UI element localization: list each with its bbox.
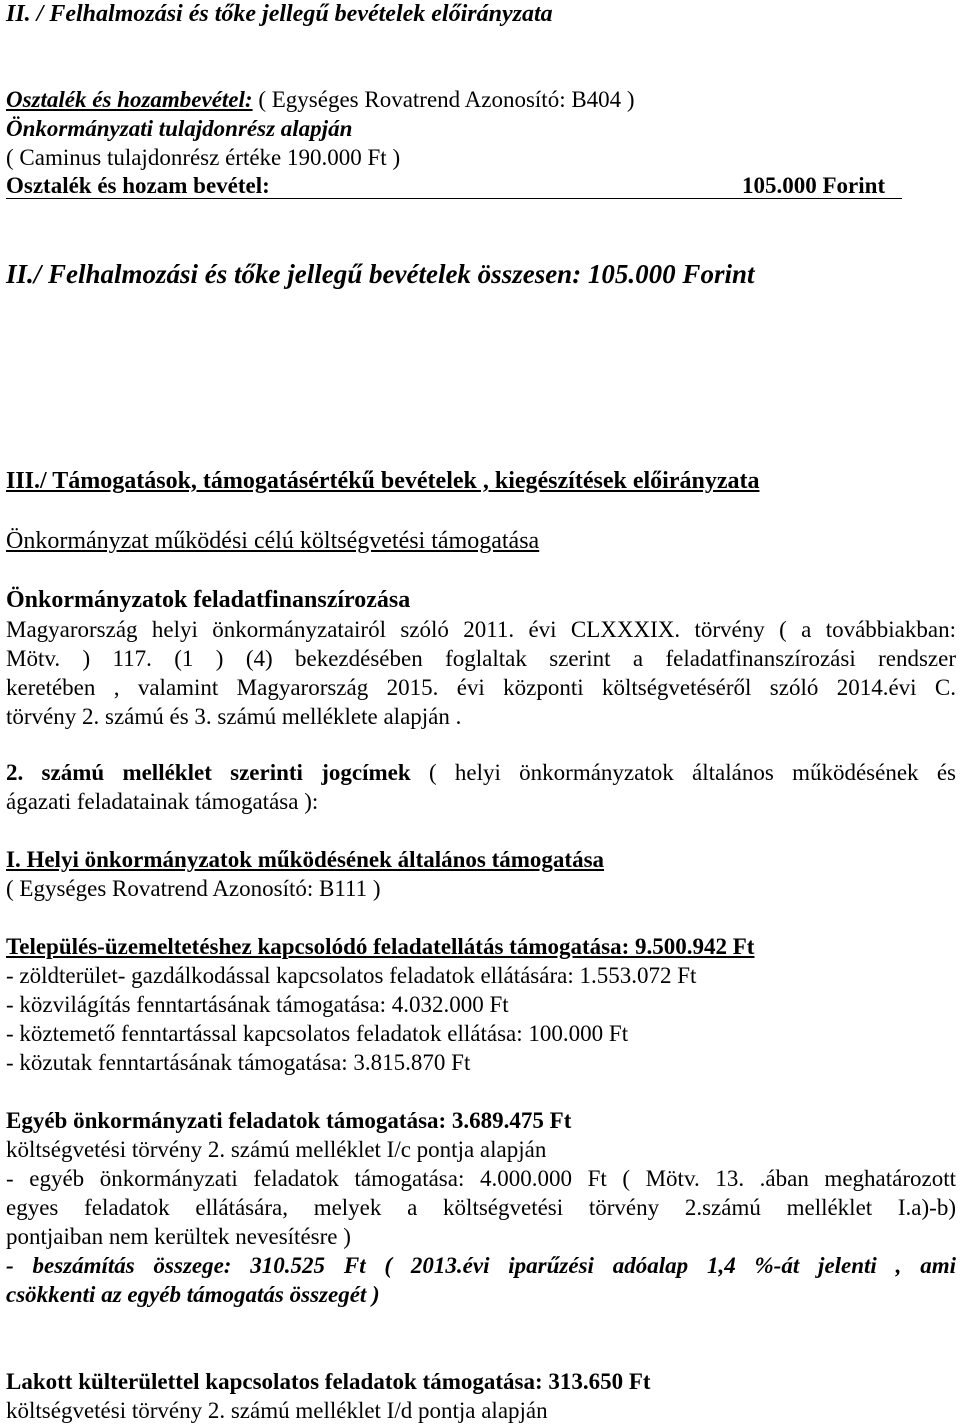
annex-line-1	[6, 759, 956, 787]
income-underline	[6, 198, 902, 199]
financing-heading: Önkormányzatok feladatfinanszírozása	[6, 587, 411, 613]
settlement-title: Település-üzemeltetéshez kapcsolódó feladatellátás támogatása: 9.500.942 Ft	[6, 934, 755, 959]
settlement-item: - köztemető fenntartással kapcsolatos feladatok ellátása: 100.000 Ft	[6, 1021, 629, 1046]
settlement-item: - közutak fenntartásának támogatása: 3.815.870 Ft	[6, 1050, 471, 1075]
residential-title: Lakott külterülettel kapcsolatos feladatok támogatása: 313.650 Ft	[6, 1369, 651, 1394]
income-label: Osztalék és hozam bevétel:	[6, 173, 270, 198]
other-item-line-1: - egyéb önkormányzati feladatok támogatása: 4.000.000 Ft ( Mötv. 13. .ában meghatározott	[6, 1166, 956, 1191]
annex-bold: 2. számú melléklet szerinti jogcímek	[6, 760, 411, 785]
paragraph-line-2: Mötv. ) 117. (1 ) (4) bekezdésében foglaltak szerint a feladatfinanszírozási rendszer	[6, 646, 956, 671]
deduction-line-1: - beszámítás összege: 310.525 Ft ( 2013.évi iparűzési adóalap 1,4 %-át jelenti , ami	[6, 1253, 956, 1278]
paragraph-line-1: Magyarország helyi önkormányzatairól szóló 2011. évi CLXXXIX. törvény ( a továbbiakban:	[6, 617, 956, 642]
income-amount: 105.000 Forint	[742, 173, 886, 198]
dividend-rovat: ( Egységes Rovatrend Azonosító: B404 )	[252, 87, 635, 112]
paragraph-line-3: keretében , valamint Magyarország 2015. évi központi költségvetéséről szóló 2014.évi C.	[6, 675, 956, 700]
other-item-line-3: pontjaiban nem kerültek nevesítésre )	[6, 1224, 351, 1249]
ownership-basis: Önkormányzati tulajdonrész alapján	[6, 116, 353, 141]
paragraph-line-4: törvény 2. számú és 3. számú melléklete alapján .	[6, 704, 462, 729]
annex-line-2: ágazati feladatainak támogatása ):	[6, 789, 319, 814]
residential-basis: költségvetési törvény 2. számú melléklet I/d pontja alapján	[6, 1398, 548, 1423]
general-support-rovat: ( Egységes Rovatrend Azonosító: B111 )	[6, 876, 381, 901]
deduction-line-2: csökkenti az egyéb támogatás összegét )	[6, 1282, 380, 1307]
other-basis: költségvetési törvény 2. számú melléklet I/c pontja alapján	[6, 1137, 547, 1162]
annex-rest: ( helyi önkormányzatok általános működésének és	[410, 760, 956, 785]
section-3-title: III./ Támogatások, támogatásértékű bevételek , kiegészítések előirányzata	[6, 468, 760, 494]
caminus-value: ( Caminus tulajdonrész értéke 190.000 Ft )	[6, 145, 401, 170]
section-2-title: II. / Felhalmozási és tőke jellegű bevételek előirányzata	[6, 1, 553, 27]
dividend-label: Osztalék és hozambevétel:	[6, 87, 253, 112]
dividend-line	[6, 86, 635, 114]
settlement-item: - zöldterület- gazdálkodással kapcsolatos feladatok ellátására: 1.553.072 Ft	[6, 963, 697, 988]
other-item-line-2: egyes feladatok ellátására, melyek a költségvetési törvény 2.számú melléklet I.a)-b)	[6, 1195, 956, 1220]
section-2-total: II./ Felhalmozási és tőke jellegű bevételek összesen: 105.000 Forint	[6, 259, 755, 289]
general-support-title: I. Helyi önkormányzatok működésének általános támogatása	[6, 847, 605, 872]
settlement-item: - közvilágítás fenntartásának támogatása: 4.032.000 Ft	[6, 992, 509, 1017]
section-3-subtitle: Önkormányzat működési célú költségvetési támogatása	[6, 528, 540, 554]
other-title: Egyéb önkormányzati feladatok támogatása: 3.689.475 Ft	[6, 1108, 572, 1133]
